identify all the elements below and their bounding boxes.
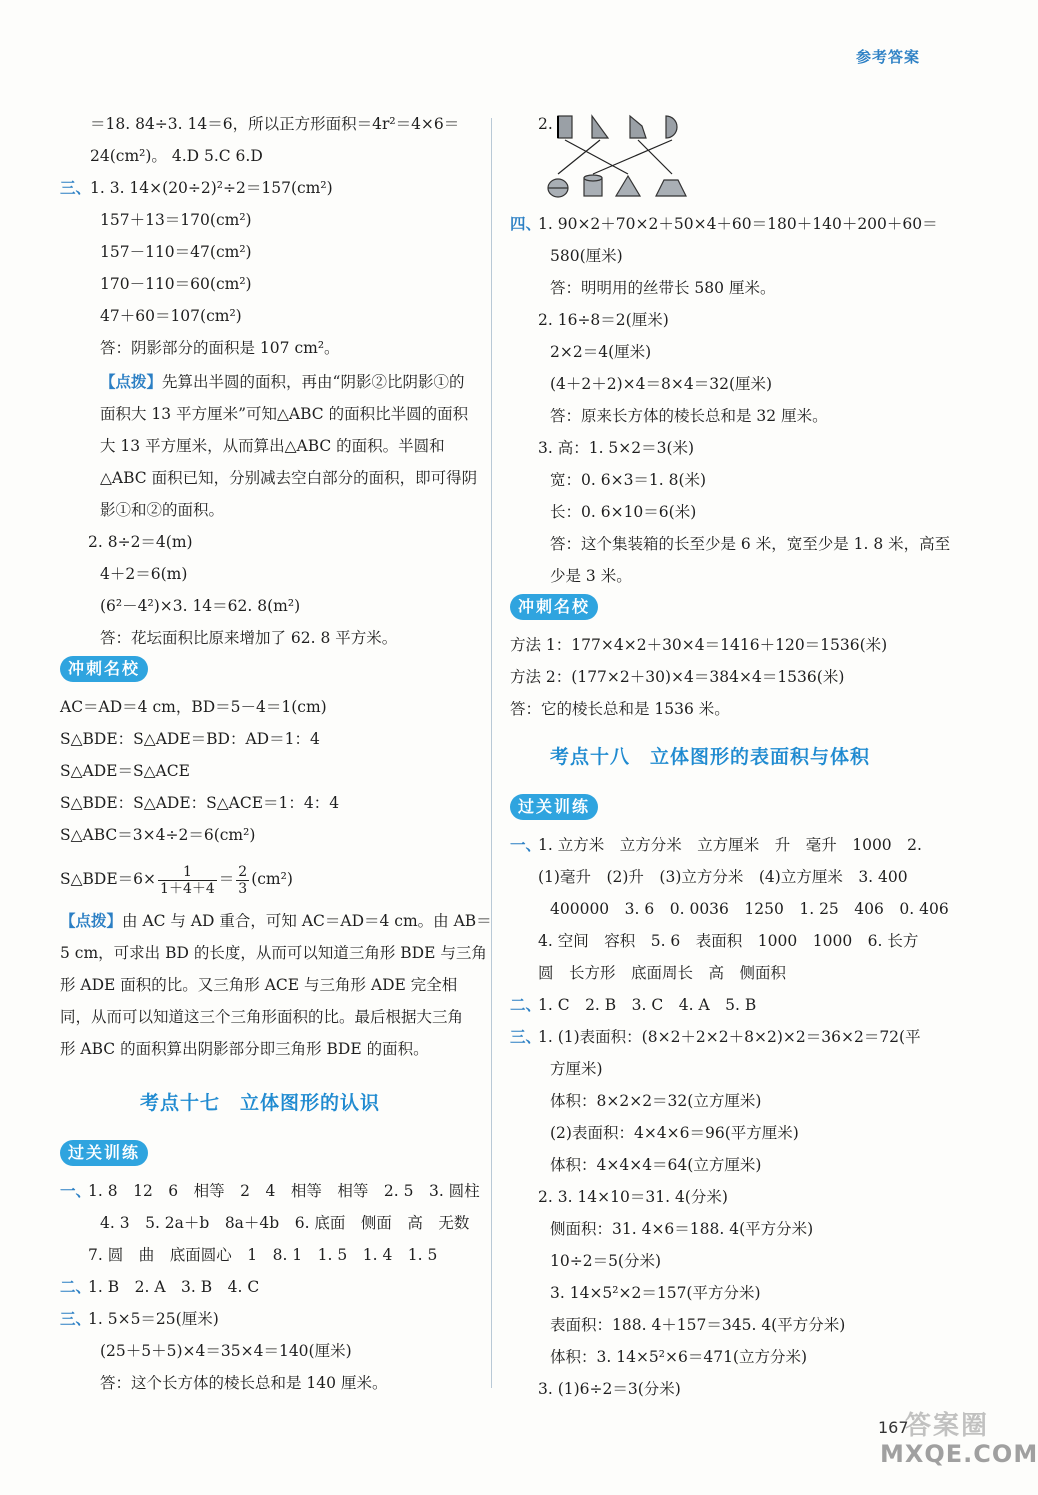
text-line: 少是 3 米。 (550, 567, 632, 585)
text-line: 1. 8 12 6 相等 2 4 相等 相等 2. 5 3. 圆柱 (88, 1182, 480, 1200)
badge-practice: 过关训练 (60, 1140, 148, 1166)
text-line: 形 ABC 的面积算出阴影部分即三角形 BDE 的面积。 (60, 1040, 429, 1058)
text-line: 表面积：188. 4＋157＝345. 4(平方分米) (550, 1316, 846, 1334)
plane-figures-row (558, 116, 677, 138)
badge-sprint: 冲刺名校 (510, 594, 598, 620)
section-marker: 二、 (510, 995, 542, 1014)
fraction-equals: ＝ (218, 870, 235, 888)
text-line: 157＋13＝170(cm²) (100, 211, 252, 229)
section-marker: 三、 (510, 1027, 542, 1046)
text-line: 形 ADE 面积的比。又三角形 ACE 与三角形 ADE 完全相 (60, 976, 458, 994)
hint-text: 由 AC 与 AD 重合，可知 AC＝AD＝4 cm。由 AB＝ (122, 912, 492, 930)
fraction-line (60, 858, 293, 900)
section-marker: 三、 (60, 1309, 92, 1328)
column-divider (491, 118, 492, 1388)
text-line: 1. B 2. A 3. B 4. C (88, 1278, 260, 1296)
fraction (236, 864, 249, 897)
text-line: 2×2＝4(厘米) (550, 343, 652, 361)
watermark-logo: 答案圈 (905, 1411, 990, 1441)
text-line: 400000 3. 6 0. 0036 1250 1. 25 406 0. 406 (550, 900, 949, 918)
trapezoid-shape (630, 116, 646, 138)
text-line: 答：花坛面积比原来增加了 62. 8 平方米。 (100, 629, 398, 647)
text-line: 1. C 2. B 3. C 4. A 5. B (538, 996, 757, 1014)
fraction-numerator: 1 (158, 864, 217, 881)
text-line: 3. (1)6÷2＝3(分米) (538, 1380, 681, 1398)
text-line: ＝18. 84÷3. 14＝6，所以正方形面积＝4r²＝4×6＝ (90, 115, 460, 133)
hint-text: 先算出半圆的面积，再由“阴影②比阴影①的 (162, 373, 465, 391)
text-line: 体积：4×4×4＝64(立方厘米) (550, 1156, 762, 1174)
text-line: 方法 2：(177×2＋30)×4＝384×4＝1536(米) (510, 668, 845, 686)
triangle-shape (592, 116, 608, 138)
text-line: △ABC 面积已知，分别减去空白部分的面积，即可得阴 (100, 469, 478, 487)
section-marker: 一、 (510, 835, 542, 854)
text-line: 1. 3. 14×(20÷2)²÷2＝157(cm²) (90, 179, 333, 197)
hint-tag: 【点拨】 (100, 372, 163, 391)
text-line: 圆 长方形 底面周长 高 侧面积 (538, 964, 787, 982)
hint-paragraph (60, 910, 492, 932)
fraction-suffix: (cm²) (251, 870, 293, 888)
fraction-denominator: 3 (238, 880, 248, 897)
text-line: 1. 5×5＝25(厘米) (88, 1310, 219, 1328)
solid-figures-row (548, 175, 686, 197)
text-line: 方厘米) (550, 1060, 603, 1078)
section-marker: 四、 (510, 214, 542, 233)
text-line: 24(cm²)。 4.D 5.C 6.D (90, 147, 263, 165)
text-line: (25＋5＋5)×4＝35×4＝140(厘米) (100, 1342, 352, 1360)
section-marker: 一、 (60, 1181, 92, 1200)
text-line: 7. 圆 曲 底面圆心 1 8. 1 1. 5 1. 4 1. 5 (88, 1246, 438, 1264)
watermark-url: MXQE.COM (880, 1440, 1038, 1468)
text-line: 3. 14×5²×2＝157(平方分米) (550, 1284, 761, 1302)
section-marker: 二、 (60, 1277, 92, 1296)
text-line: 答：这个集装箱的长至少是 6 米，宽至少是 1. 8 米，高至 (550, 535, 951, 553)
fraction (158, 864, 217, 897)
text-line: 面积大 13 平方厘米”可知△ABC 的面积比半圆的面积 (100, 405, 469, 423)
text-line: 157－110＝47(cm²) (100, 243, 252, 261)
text-line: 5 cm，可求出 BD 的长度，从而可以知道三角形 BDE 与三角 (60, 944, 487, 962)
text-line: 体积：3. 14×5²×6＝471(立方分米) (550, 1348, 808, 1366)
text-line: 4. 3 5. 2a＋b 8a＋4b 6. 底面 侧面 高 无数 (100, 1214, 470, 1232)
text-line: 1. (1)表面积：(8×2＋2×2＋8×2)×2＝36×2＝72(平 (538, 1028, 921, 1046)
text-line: (2)表面积：4×4×6＝96(平方厘米) (550, 1124, 799, 1142)
text-line: 方法 1：177×4×2＋30×4＝1416＋120＝1536(米) (510, 636, 888, 654)
semicircle-shape (666, 116, 677, 138)
text-line: 580(厘米) (550, 247, 623, 265)
section-title: 考点十七 立体图形的认识 (140, 1092, 381, 1114)
text-line: 答：阴影部分的面积是 107 cm²。 (100, 339, 340, 357)
fraction-denominator: 1＋4＋4 (160, 880, 215, 897)
text-line: (4＋2＋2)×4＝8×4＝32(厘米) (550, 375, 773, 393)
text-line: 2. 8÷2＝4(m) (88, 533, 193, 551)
text-line: 影①和②的面积。 (100, 501, 225, 519)
fraction-numerator: 2 (238, 863, 248, 880)
section-marker: 三、 (60, 178, 92, 197)
hint-paragraph (100, 371, 464, 393)
header-title: 参考答案 (855, 48, 920, 66)
text-line: AC＝AD＝4 cm，BD＝5－4＝1(cm) (60, 698, 327, 716)
text-line: 答：它的棱长总和是 1536 米。 (510, 700, 730, 718)
text-line: 同，从而可以知道这三个三角形面积的比。最后根据大三角 (60, 1008, 464, 1026)
text-line: S△BDE：S△ADE：S△ACE＝1：4：4 (60, 794, 340, 812)
text-line: 2. 16÷8＝2(厘米) (538, 311, 669, 329)
cone-shape (616, 176, 640, 196)
hint-tag: 【点拨】 (60, 911, 123, 930)
text-line: 4＋2＝6(m) (100, 565, 188, 583)
text-line: 宽：0. 6×3＝1. 8(米) (550, 471, 707, 489)
text-line: 3. 高：1. 5×2＝3(米) (538, 439, 695, 457)
page-number: 167 (878, 1418, 909, 1437)
badge-practice: 过关训练 (510, 794, 598, 820)
matching-lines (558, 140, 672, 174)
text-line: 侧面积：31. 4×6＝188. 4(平方分米) (550, 1220, 814, 1238)
text-line: 长：0. 6×10＝6(米) (550, 503, 697, 521)
text-line: (6²－4²)×3. 14＝62. 8(m²) (100, 597, 301, 615)
text-line: 2. 3. 14×10＝31. 4(分米) (538, 1188, 728, 1206)
text-line: 大 13 平方厘米，从而算出△ABC 的面积。半圆和 (100, 437, 445, 455)
text-line: 1. 90×2＋70×2＋50×4＋60＝180＋140＋200＋60＝ (538, 215, 938, 233)
fraction-prefix: S△BDE＝6× (60, 870, 157, 888)
text-line: 1. 立方米 立方分米 立方厘米 升 毫升 1000 2. (538, 836, 922, 854)
text-line: (1)毫升 (2)升 (3)立方分米 (4)立方厘米 3. 400 (538, 868, 908, 886)
text-line: 170－110＝60(cm²) (100, 275, 252, 293)
rectangle-shape (558, 116, 572, 138)
text-line: 体积：8×2×2＝32(立方厘米) (550, 1092, 762, 1110)
text-line: 答：原来长方体的棱长总和是 32 厘米。 (550, 407, 828, 425)
text-line: 4. 空间 容积 5. 6 表面积 1000 1000 6. 长方 (538, 932, 919, 950)
section-title: 考点十八 立体图形的表面积与体积 (550, 746, 871, 768)
text-line: 10÷2＝5(分米) (550, 1252, 662, 1270)
text-line: S△ADE＝S△ACE (60, 762, 190, 780)
text-line: S△ABC＝3×4÷2＝6(cm²) (60, 826, 256, 844)
badge-sprint: 冲刺名校 (60, 656, 148, 682)
text-line: S△BDE：S△ADE＝BD：AD＝1：4 (60, 730, 320, 748)
text-line: 47＋60＝107(cm²) (100, 307, 242, 325)
text-line: 2. (538, 115, 553, 133)
text-line: 答：明明用的丝带长 580 厘米。 (550, 279, 776, 297)
shape-matching-diagram (548, 112, 688, 202)
text-line: 答：这个长方体的棱长总和是 140 厘米。 (100, 1374, 388, 1392)
frustum-shape (656, 180, 686, 196)
